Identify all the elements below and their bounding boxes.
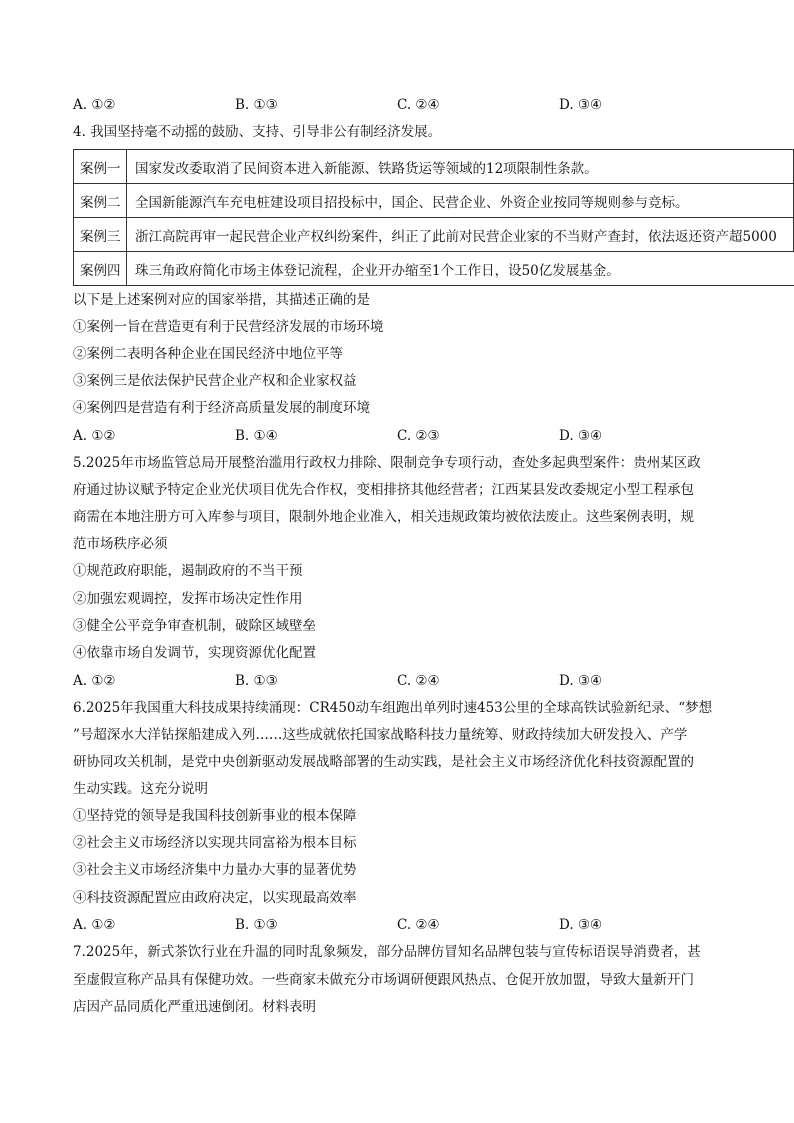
q6-option-d[interactable]: D. ③④ [559,917,603,933]
q7-stem-line-2: 至虚假宣称产品具有保健功效。一些商家未做充分市场调研便跟风热点、仓促开放加盟，导致大量新开门 [73,972,694,988]
q3-options [73,96,713,114]
q3-option-c[interactable]: C. ②④ [397,97,440,113]
q6-option-c[interactable]: C. ②④ [397,917,440,933]
q3-option-a[interactable]: A. ①② [73,97,116,113]
q5-item-3: ③健全公平竞争审查机制，破除区域壁垒 [73,618,316,634]
case-label: 案例四 [74,252,127,286]
case-text: 珠三角政府简化市场主体登记流程，企业开办缩至1个工作日，设50亿发展基金。 [127,252,794,286]
case-text: 浙江高院再审一起民营企业产权纠纷案件，纠正了此前对民营企业家的不当财产查封，依法返还资产超5000 [127,218,794,252]
q4-option-d[interactable]: D. ③④ [559,428,603,444]
q6-stem-line-2: ”号超深水大洋钻探船建成入列……这些成就依托国家战略科技力量统筹、财政持续加大研发投入、产学 [73,727,688,743]
table-row [74,252,794,286]
q4-item-2: ②案例二表明各种企业在国民经济中地位平等 [73,346,343,362]
q5-item-4: ④依靠市场自发调节，实现资源优化配置 [73,645,316,661]
q6-item-1: ①坚持党的领导是我国科技创新事业的根本保障 [73,808,357,824]
q4-option-c[interactable]: C. ②③ [397,428,440,444]
q4-options [73,427,713,445]
case-text: 国家发改委取消了民间资本进入新能源、铁路货运等领域的12项限制性条款。 [127,150,794,184]
q5-option-c[interactable]: C. ②④ [397,673,440,689]
q6-stem-line-3: 研协同攻关机制，是党中央创新驱动发展战略部署的生动实践，是社会主义市场经济优化科技资源配置的 [73,754,694,770]
q7-stem-line-3: 店因产品同质化严重迅速倒闭。材料表明 [73,999,316,1015]
q4-case-table [73,149,794,286]
q4-option-a[interactable]: A. ①② [73,428,116,444]
q5-stem-line-1: 5.2025年市场监管总局开展整治滥用行政权力排除、限制竞争专项行动，查处多起典型案件：贵州某区政 [73,455,701,471]
q4-prompt: 以下是上述案例对应的国家举措，其描述正确的是 [73,292,370,308]
table-row [74,184,794,218]
table-row [74,150,794,184]
q6-item-3: ③社会主义市场经济集中力量办大事的显著优势 [73,862,357,878]
q6-item-4: ④科技资源配置应由政府决定，以实现最高效率 [73,890,357,906]
q5-option-b[interactable]: B. ①③ [235,673,278,689]
case-text: 全国新能源汽车充电桩建设项目招投标中，国企、民营企业、外资企业按同等规则参与竞标。 [127,184,794,218]
q3-option-b[interactable]: B. ①③ [235,97,278,113]
q5-option-d[interactable]: D. ③④ [559,673,603,689]
q5-stem-line-2: 府通过协议赋予特定企业光伏项目优先合作权，变相排挤其他经营者；江西某县发改委规定小型工程承包 [73,482,694,498]
q6-item-2: ②社会主义市场经济以实现共同富裕为根本目标 [73,835,357,851]
table-row [74,218,794,252]
q5-option-a[interactable]: A. ①② [73,673,116,689]
q6-option-b[interactable]: B. ①③ [235,917,278,933]
q6-options [73,916,713,934]
q6-stem-line-1: 6.2025年我国重大科技成果持续涌现：CR450动车组跑出单列时速453公里的全球高铁试验新纪录、“梦想 [73,700,713,716]
case-label: 案例三 [74,218,127,252]
q7-stem-line-1: 7.2025年，新式茶饮行业在升温的同时乱象频发，部分品牌仿冒知名品牌包装与宣传标语误导消费者，甚 [73,944,701,960]
q5-item-1: ①规范政府职能，遏制政府的不当干预 [73,563,303,579]
q5-stem-line-3: 商需在本地注册方可入库参与项目，限制外地企业准入，相关违规政策均被依法废止。这些案例表明，规 [73,509,694,525]
q6-option-a[interactable]: A. ①② [73,917,116,933]
q4-item-3: ③案例三是依法保护民营企业产权和企业家权益 [73,373,357,389]
q3-option-d[interactable]: D. ③④ [559,97,603,113]
q4-option-b[interactable]: B. ①④ [235,428,278,444]
q6-stem-line-4: 生动实践。这充分说明 [73,781,208,797]
case-label: 案例二 [74,184,127,218]
q4-item-4: ④案例四是营造有利于经济高质量发展的制度环境 [73,400,370,416]
q5-options [73,672,713,690]
q5-item-2: ②加强宏观调控，发挥市场决定性作用 [73,591,303,607]
case-label: 案例一 [74,150,127,184]
q4-item-1: ①案例一旨在营造更有利于民营经济发展的市场环境 [73,319,384,335]
q5-stem-line-4: 范市场秩序必须 [73,536,168,552]
q4-stem: 4. 我国坚持毫不动摇的鼓励、支持、引导非公有制经济发展。 [73,124,442,140]
